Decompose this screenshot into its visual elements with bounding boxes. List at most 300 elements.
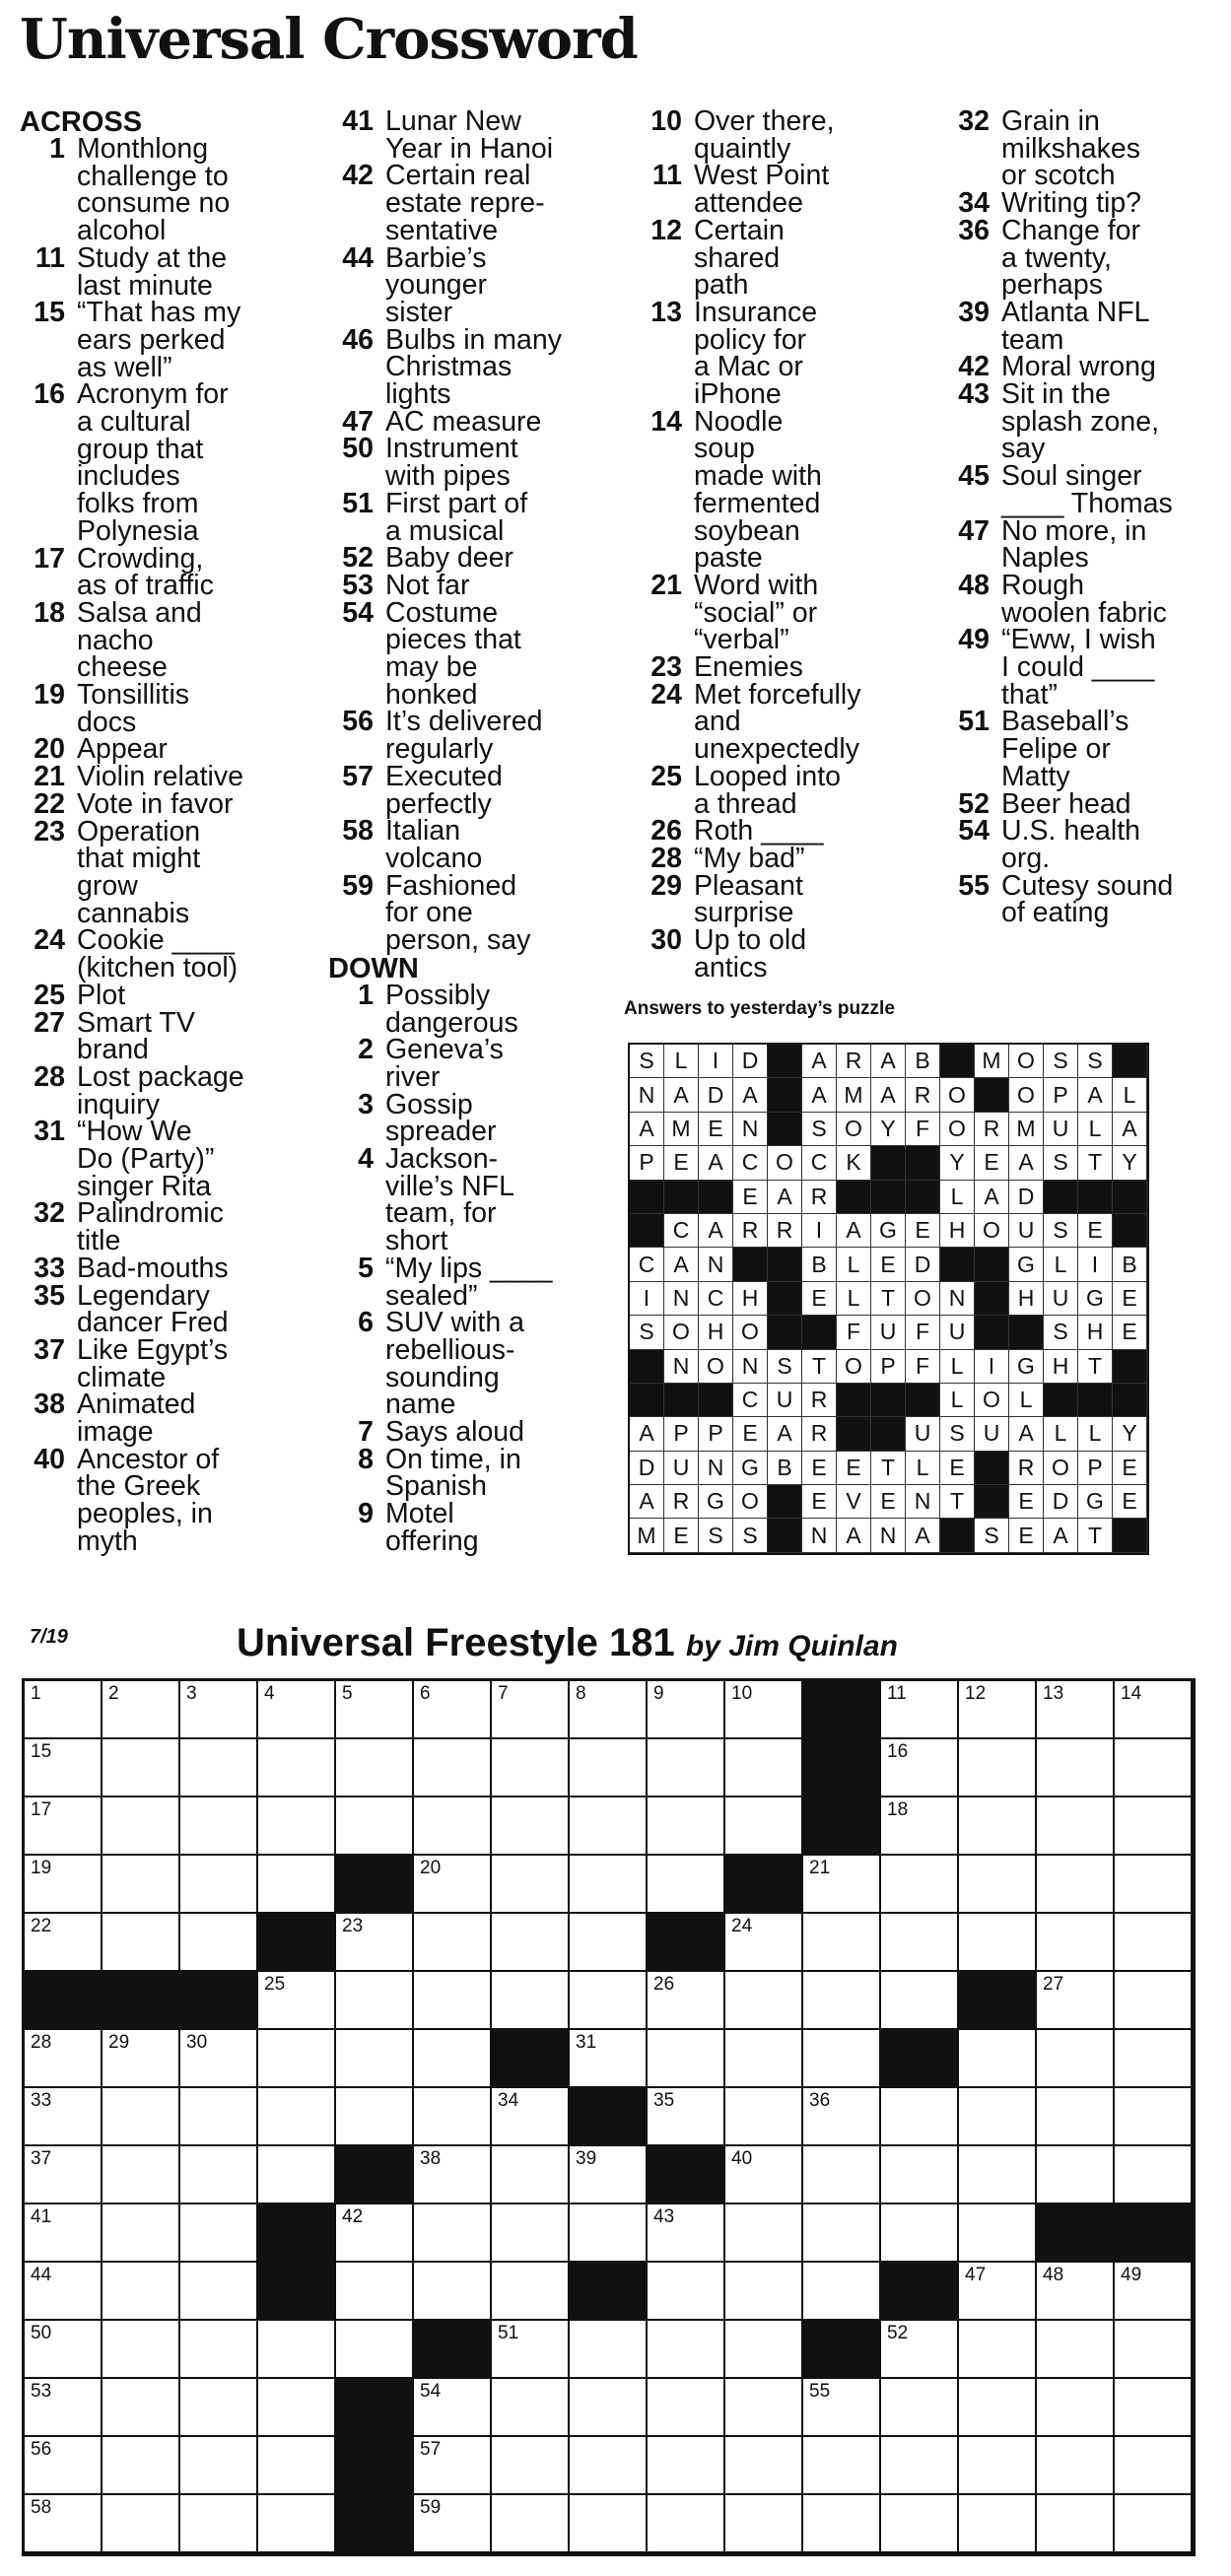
answer-cell: F: [906, 1316, 940, 1349]
grid-cell[interactable]: [725, 1681, 803, 1739]
clue-text: Not far: [385, 569, 470, 601]
grid-cell[interactable]: [180, 2088, 258, 2146]
grid-cell[interactable]: [803, 2088, 881, 2146]
grid-cell[interactable]: [881, 1914, 959, 1972]
grid-cell[interactable]: [180, 2495, 258, 2553]
grid-cell[interactable]: [1037, 1681, 1115, 1739]
answer-cell: U: [768, 1384, 802, 1417]
clue-number: 8: [358, 1443, 374, 1475]
grid-cell[interactable]: [725, 2437, 803, 2495]
grid-cell[interactable]: [180, 1914, 258, 1972]
answer-cell: A: [699, 1214, 733, 1248]
clue-item: [944, 514, 1225, 575]
grid-cell[interactable]: [570, 2146, 648, 2204]
clue-text: Says aloud: [385, 1416, 525, 1449]
clue-text: Study at the last minute: [77, 241, 228, 302]
grid-cell[interactable]: [25, 2030, 103, 2088]
grid-cell[interactable]: [881, 1739, 959, 1797]
answer-cell: K: [837, 1146, 871, 1180]
grid-cell[interactable]: [959, 1681, 1037, 1739]
answer-cell: T: [871, 1282, 906, 1316]
grid-cell[interactable]: [414, 2204, 492, 2263]
grid-cell[interactable]: [725, 1972, 803, 2030]
clue-number: 49: [958, 624, 990, 656]
clue-text: Plot: [77, 979, 126, 1011]
grid-cell[interactable]: [959, 2321, 1037, 2379]
grid-cell[interactable]: [1115, 2030, 1193, 2088]
grid-cell[interactable]: [492, 1914, 570, 1972]
answer-cell: O: [837, 1113, 871, 1146]
clue-number: 34: [958, 187, 990, 220]
grid-cell[interactable]: [180, 2437, 258, 2495]
grid-cell[interactable]: [648, 2263, 725, 2321]
cell-number: 2: [108, 1683, 119, 1704]
grid-cell[interactable]: [881, 1797, 959, 1856]
grid-cell[interactable]: [180, 1797, 258, 1856]
grid-cell[interactable]: [570, 1797, 648, 1856]
grid-cell[interactable]: [414, 2088, 492, 2146]
grid-cell[interactable]: [492, 1972, 570, 2030]
grid-cell[interactable]: [25, 1914, 103, 1972]
grid-cell[interactable]: [336, 1739, 414, 1797]
clue-text: Lost package inquiry: [77, 1060, 244, 1120]
answer-block: [837, 1181, 871, 1214]
clue-number: 26: [650, 815, 682, 847]
answer-block: [630, 1181, 664, 1214]
grid-cell[interactable]: [959, 2437, 1037, 2495]
grid-cell[interactable]: [1115, 2379, 1193, 2437]
grid-cell[interactable]: [492, 2088, 570, 2146]
grid-cell[interactable]: [959, 1914, 1037, 1972]
grid-cell[interactable]: [414, 2495, 492, 2553]
grid-cell[interactable]: [492, 2321, 570, 2379]
grid-cell[interactable]: [1115, 2437, 1193, 2495]
grid-cell[interactable]: [25, 2088, 103, 2146]
grid-cell[interactable]: [103, 1739, 180, 1797]
answer-cell: Y: [940, 1146, 975, 1180]
grid-cell[interactable]: [725, 1914, 803, 1972]
grid-cell[interactable]: [570, 2030, 648, 2088]
answer-cell: A: [699, 1146, 733, 1180]
grid-cell[interactable]: [414, 1856, 492, 1914]
grid-cell[interactable]: [25, 2146, 103, 2204]
grid-cell[interactable]: [1037, 2379, 1115, 2437]
cell-number: 8: [576, 1683, 586, 1704]
grid-cell[interactable]: [414, 1972, 492, 2030]
answer-cell: L: [837, 1248, 871, 1281]
answer-cell: S: [940, 1417, 975, 1451]
grid-cell[interactable]: [258, 1856, 336, 1914]
grid-block: [258, 1914, 336, 1972]
grid-cell[interactable]: [959, 2204, 1037, 2263]
grid-cell[interactable]: [803, 1972, 881, 2030]
grid-cell[interactable]: [1115, 2263, 1193, 2321]
answer-cell: P: [664, 1417, 699, 1451]
grid-cell[interactable]: [570, 2495, 648, 2553]
answer-cell: L: [1113, 1078, 1147, 1112]
grid-cell[interactable]: [25, 2379, 103, 2437]
grid-cell[interactable]: [725, 2146, 803, 2204]
grid-cell[interactable]: [1115, 1739, 1193, 1797]
clue-number: 11: [651, 160, 682, 192]
clue-text: Smart TV brand: [77, 1006, 195, 1066]
grid-block: [1115, 2204, 1193, 2263]
grid-cell[interactable]: [1037, 1914, 1115, 1972]
answer-cell: H: [940, 1214, 975, 1248]
clue-text: Rough woolen fabric: [1001, 569, 1167, 629]
grid-cell[interactable]: [881, 2088, 959, 2146]
answer-cell: I: [1078, 1248, 1113, 1281]
grid-cell[interactable]: [180, 1856, 258, 1914]
grid-cell[interactable]: [959, 2088, 1037, 2146]
answer-block: [1113, 1519, 1147, 1552]
grid-cell[interactable]: [1115, 2495, 1193, 2553]
cell-number: 4: [264, 1683, 275, 1704]
grid-cell[interactable]: [648, 2088, 725, 2146]
clue-text: Met forcefully and unexpectedly: [694, 678, 861, 766]
cell-number: 34: [498, 2090, 519, 2111]
grid-cell[interactable]: [1037, 1739, 1115, 1797]
grid-cell[interactable]: [570, 2321, 648, 2379]
clue-number: 50: [342, 433, 374, 465]
cell-number: 7: [498, 1683, 509, 1704]
grid-cell[interactable]: [959, 1797, 1037, 1856]
grid-cell[interactable]: [180, 2263, 258, 2321]
grid-cell[interactable]: [258, 2437, 336, 2495]
grid-cell[interactable]: [725, 2030, 803, 2088]
grid-cell[interactable]: [570, 1856, 648, 1914]
answer-cell: S: [1078, 1045, 1113, 1078]
grid-cell[interactable]: [492, 2495, 570, 2553]
grid-cell[interactable]: [25, 2495, 103, 2553]
grid-cell[interactable]: [492, 1739, 570, 1797]
grid-cell[interactable]: [103, 1914, 180, 1972]
grid-cell[interactable]: [180, 2030, 258, 2088]
grid-cell[interactable]: [103, 2146, 180, 2204]
grid-cell[interactable]: [1115, 1856, 1193, 1914]
grid-cell[interactable]: [103, 2437, 180, 2495]
grid-cell[interactable]: [959, 2263, 1037, 2321]
grid-cell[interactable]: [25, 2263, 103, 2321]
grid-cell[interactable]: [570, 2379, 648, 2437]
grid-cell[interactable]: [180, 2379, 258, 2437]
answer-cell: O: [975, 1214, 1009, 1248]
clue-text: Jackson- ville’s NFL team, for short: [385, 1143, 514, 1257]
grid-cell[interactable]: [258, 2379, 336, 2437]
grid-cell[interactable]: [725, 1739, 803, 1797]
grid-cell[interactable]: [1037, 2030, 1115, 2088]
answer-cell: N: [699, 1452, 733, 1485]
grid-cell[interactable]: [492, 1797, 570, 1856]
grid-cell[interactable]: [25, 1797, 103, 1856]
grid-cell[interactable]: [103, 2495, 180, 2553]
answer-cell: E: [1113, 1316, 1147, 1349]
grid-cell[interactable]: [803, 2204, 881, 2263]
grid-cell[interactable]: [570, 2204, 648, 2263]
answer-cell: B: [802, 1248, 837, 1281]
grid-cell[interactable]: [336, 1914, 414, 1972]
answer-cell: L: [906, 1452, 940, 1485]
answer-cell: N: [906, 1485, 940, 1519]
grid-cell[interactable]: [492, 2204, 570, 2263]
grid-cell[interactable]: [1037, 2088, 1115, 2146]
grid-cell[interactable]: [648, 1739, 725, 1797]
grid-cell[interactable]: [414, 2379, 492, 2437]
grid-cell[interactable]: [1115, 1797, 1193, 1856]
grid-cell[interactable]: [648, 1797, 725, 1856]
grid-cell[interactable]: [1115, 2321, 1193, 2379]
grid-cell[interactable]: [414, 2263, 492, 2321]
grid-cell[interactable]: [258, 2321, 336, 2379]
grid-cell[interactable]: [180, 2146, 258, 2204]
answer-cell: R: [733, 1214, 768, 1248]
cell-number: 19: [31, 1858, 52, 1878]
grid-cell[interactable]: [258, 2088, 336, 2146]
grid-cell[interactable]: [1037, 1972, 1115, 2030]
clue-number: 3: [358, 1088, 374, 1120]
grid-cell[interactable]: [336, 2204, 414, 2263]
grid-cell[interactable]: [336, 1797, 414, 1856]
grid-cell[interactable]: [103, 2321, 180, 2379]
clue-number: 25: [650, 760, 682, 792]
grid-cell[interactable]: [336, 2088, 414, 2146]
grid-cell[interactable]: [1037, 2437, 1115, 2495]
grid-cell[interactable]: [1037, 2321, 1115, 2379]
answer-cell: R: [802, 1384, 837, 1417]
grid-cell[interactable]: [336, 1972, 414, 2030]
grid-cell[interactable]: [725, 1797, 803, 1856]
grid-cell[interactable]: [881, 2321, 959, 2379]
clue-text: Gossip spreader: [385, 1088, 497, 1148]
grid-cell[interactable]: [803, 1856, 881, 1914]
grid-cell[interactable]: [881, 1972, 959, 2030]
grid-cell[interactable]: [25, 1681, 103, 1739]
cell-number: 52: [887, 2323, 909, 2343]
answer-cell: D: [1009, 1181, 1044, 1214]
clue-number: 32: [958, 105, 990, 137]
grid-cell[interactable]: [492, 1681, 570, 1739]
clue-text: No more, in Naples: [1001, 514, 1147, 575]
grid-cell[interactable]: [648, 2030, 725, 2088]
grid-cell[interactable]: [1037, 2495, 1115, 2553]
clue-item: [328, 815, 624, 874]
answer-cell: G: [699, 1485, 733, 1519]
clue-item: [328, 979, 624, 1039]
grid-cell[interactable]: [881, 1681, 959, 1739]
clue-item: [944, 460, 1225, 519]
grid-cell[interactable]: [25, 2437, 103, 2495]
grid-cell[interactable]: [103, 2030, 180, 2088]
answer-cell: C: [630, 1248, 664, 1281]
grid-cell[interactable]: [258, 2030, 336, 2088]
clue-item: [944, 787, 1225, 820]
grid-cell[interactable]: [570, 2437, 648, 2495]
grid-cell[interactable]: [959, 2146, 1037, 2204]
grid-cell[interactable]: [648, 2204, 725, 2263]
cell-number: 10: [731, 1683, 753, 1704]
grid-cell[interactable]: [959, 2030, 1037, 2088]
grid-cell[interactable]: [959, 2379, 1037, 2437]
grid-cell[interactable]: [1037, 1797, 1115, 1856]
grid-cell[interactable]: [803, 2263, 881, 2321]
answer-cell: O: [940, 1078, 975, 1112]
clue-text: Italian volcano: [385, 815, 483, 874]
grid-cell[interactable]: [25, 2204, 103, 2263]
grid-cell[interactable]: [648, 1856, 725, 1914]
grid-cell[interactable]: [492, 1856, 570, 1914]
clue-item: [944, 815, 1225, 874]
grid-cell[interactable]: [1115, 1972, 1193, 2030]
answer-cell: M: [837, 1078, 871, 1112]
clue-text: “Eww, I wish I could ____ that”: [1001, 624, 1156, 711]
answer-cell: T: [871, 1452, 906, 1485]
grid-cell[interactable]: [648, 1681, 725, 1739]
grid-cell[interactable]: [570, 1972, 648, 2030]
grid-cell[interactable]: [1037, 2146, 1115, 2204]
grid-cell[interactable]: [336, 2263, 414, 2321]
answer-cell: I: [802, 1214, 837, 1248]
grid-cell[interactable]: [881, 2204, 959, 2263]
clue-number: 28: [650, 842, 682, 874]
grid-cell[interactable]: [180, 1681, 258, 1739]
grid-cell[interactable]: [103, 2379, 180, 2437]
clue-column-4: [944, 105, 1225, 929]
grid-cell[interactable]: [414, 1681, 492, 1739]
grid-cell[interactable]: [492, 2437, 570, 2495]
answer-cell: D: [699, 1078, 733, 1112]
grid-cell[interactable]: [648, 2437, 725, 2495]
clue-item: [328, 596, 624, 711]
cell-number: 9: [653, 1683, 664, 1704]
grid-cell[interactable]: [492, 2263, 570, 2321]
grid-cell[interactable]: [180, 2204, 258, 2263]
grid-cell[interactable]: [1115, 2088, 1193, 2146]
grid-cell[interactable]: [725, 2495, 803, 2553]
answer-block: [1044, 1384, 1078, 1417]
grid-cell[interactable]: [258, 1681, 336, 1739]
crossword-grid[interactable]: [22, 1678, 1196, 2556]
grid-cell[interactable]: [803, 2030, 881, 2088]
grid-cell[interactable]: [725, 2321, 803, 2379]
grid-cell[interactable]: [336, 1681, 414, 1739]
grid-cell[interactable]: [881, 1856, 959, 1914]
grid-cell[interactable]: [648, 2495, 725, 2553]
cell-number: 1: [31, 1683, 41, 1704]
grid-cell[interactable]: [180, 1739, 258, 1797]
grid-cell[interactable]: [258, 2146, 336, 2204]
grid-cell[interactable]: [492, 2146, 570, 2204]
grid-cell[interactable]: [414, 1797, 492, 1856]
grid-cell[interactable]: [725, 2379, 803, 2437]
grid-cell[interactable]: [414, 2146, 492, 2204]
answer-cell: R: [768, 1214, 802, 1248]
grid-cell[interactable]: [725, 2088, 803, 2146]
grid-cell[interactable]: [103, 2263, 180, 2321]
answer-cell: P: [630, 1146, 664, 1180]
clue-text: Motel offering: [385, 1498, 479, 1557]
clue-number: 33: [34, 1252, 65, 1284]
answer-block: [940, 1045, 975, 1078]
grid-cell[interactable]: [725, 2263, 803, 2321]
grid-cell[interactable]: [103, 2204, 180, 2263]
cell-number: 57: [420, 2439, 442, 2460]
answer-cell: R: [975, 1113, 1009, 1146]
cell-number: 17: [31, 1799, 52, 1820]
grid-cell[interactable]: [1037, 2263, 1115, 2321]
grid-cell[interactable]: [492, 2379, 570, 2437]
grid-cell[interactable]: [336, 2321, 414, 2379]
grid-cell[interactable]: [881, 2146, 959, 2204]
grid-cell[interactable]: [258, 1972, 336, 2030]
grid-cell[interactable]: [881, 2379, 959, 2437]
grid-cell[interactable]: [803, 2495, 881, 2553]
clue-text: Looped into a thread: [694, 760, 841, 820]
cell-number: 36: [809, 2090, 831, 2111]
clue-item: [328, 1307, 624, 1421]
grid-cell[interactable]: [959, 1739, 1037, 1797]
grid-cell[interactable]: [803, 2437, 881, 2495]
clue-text: Instrument with pipes: [385, 433, 518, 493]
answer-block: [871, 1146, 906, 1180]
clue-item: [328, 487, 624, 547]
grid-cell[interactable]: [881, 2437, 959, 2495]
grid-cell[interactable]: [959, 2495, 1037, 2553]
grid-cell[interactable]: [570, 1739, 648, 1797]
grid-cell[interactable]: [1115, 1914, 1193, 1972]
grid-cell[interactable]: [25, 2321, 103, 2379]
grid-cell[interactable]: [803, 2379, 881, 2437]
grid-cell[interactable]: [1115, 2146, 1193, 2204]
grid-cell[interactable]: [258, 1739, 336, 1797]
clue-text: Monthlong challenge to consume no alcohol: [77, 133, 231, 247]
grid-cell[interactable]: [803, 1914, 881, 1972]
grid-cell[interactable]: [648, 2379, 725, 2437]
grid-cell[interactable]: [258, 2495, 336, 2553]
cell-number: 25: [264, 1974, 286, 1995]
grid-cell[interactable]: [414, 1739, 492, 1797]
grid-cell[interactable]: [103, 1797, 180, 1856]
grid-cell[interactable]: [1037, 1856, 1115, 1914]
grid-cell[interactable]: [570, 1681, 648, 1739]
grid-cell[interactable]: [570, 1914, 648, 1972]
grid-cell[interactable]: [1115, 1681, 1193, 1739]
clue-text: Noodle soup made with fermented soybean paste: [694, 405, 822, 575]
grid-block: [959, 1972, 1037, 2030]
answer-cell: U: [940, 1316, 975, 1349]
clue-number: 18: [34, 596, 65, 629]
grid-cell[interactable]: [103, 1856, 180, 1914]
grid-cell[interactable]: [959, 1856, 1037, 1914]
clue-item: [20, 1060, 315, 1120]
grid-cell[interactable]: [725, 2204, 803, 2263]
answer-cell: S: [768, 1350, 802, 1384]
grid-cell[interactable]: [648, 1972, 725, 2030]
grid-cell[interactable]: [414, 2030, 492, 2088]
grid-cell[interactable]: [25, 1856, 103, 1914]
grid-cell[interactable]: [180, 2321, 258, 2379]
grid-cell[interactable]: [648, 2321, 725, 2379]
grid-cell[interactable]: [803, 2146, 881, 2204]
grid-cell[interactable]: [25, 1739, 103, 1797]
grid-cell[interactable]: [414, 2437, 492, 2495]
grid-cell[interactable]: [103, 1681, 180, 1739]
grid-cell[interactable]: [258, 1797, 336, 1856]
grid-cell[interactable]: [881, 2495, 959, 2553]
grid-cell[interactable]: [336, 2030, 414, 2088]
answer-cell: H: [733, 1282, 768, 1316]
grid-cell[interactable]: [414, 1914, 492, 1972]
grid-cell[interactable]: [103, 2088, 180, 2146]
